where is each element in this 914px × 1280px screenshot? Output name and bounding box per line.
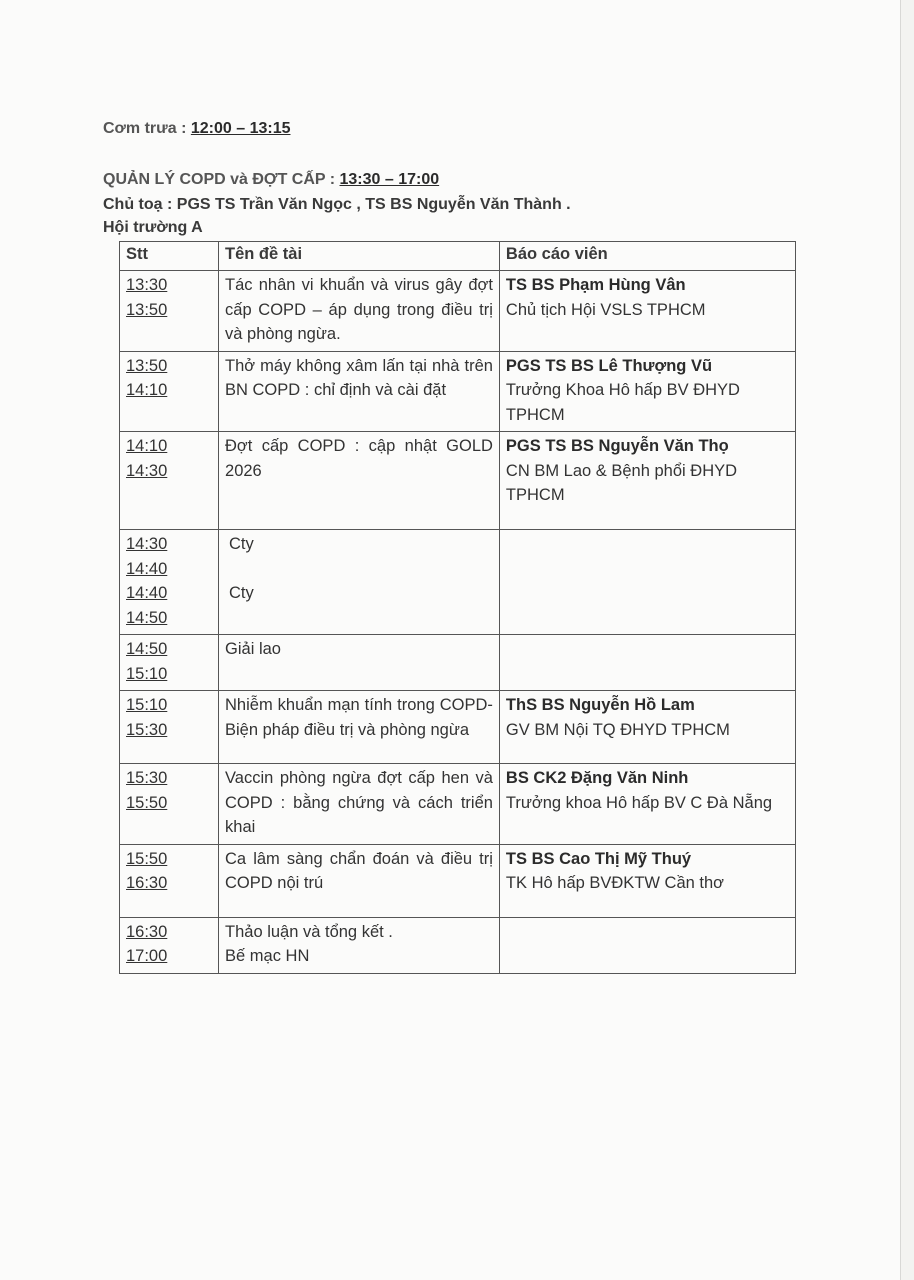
topic-cell: Nhiễm khuẩn mạn tính trong COPD- Biện pháp điều trị và phòng ngừa bbox=[219, 691, 500, 764]
topic-cell: Vaccin phòng ngừa đợt cấp hen và COPD : bằng chứng và cách triển khai bbox=[219, 764, 500, 845]
session-title bbox=[103, 171, 439, 189]
topic-cell: Thở máy không xâm lấn tại nhà trên BN COPD : chỉ định và cài đặt bbox=[219, 351, 500, 432]
header-speaker: Báo cáo viên bbox=[499, 242, 795, 271]
end-time: 16:30 bbox=[126, 874, 168, 892]
speaker-name: PGS TS BS Nguyễn Văn Thọ bbox=[505, 437, 729, 455]
speaker-cell bbox=[499, 432, 795, 530]
speaker-name: PGS TS BS Lê Thượng Vũ bbox=[505, 356, 713, 375]
table-row bbox=[120, 635, 796, 691]
sponsor-label: Cty bbox=[229, 584, 254, 602]
lunch-label: Cơm trưa : bbox=[103, 120, 191, 137]
table-row bbox=[120, 844, 796, 917]
end-time: 15:30 bbox=[126, 720, 168, 739]
hall-line: Hội trường A bbox=[103, 219, 203, 236]
speaker-role: CN BM Lao & Bệnh phổi ĐHYD TPHCM bbox=[505, 461, 738, 504]
start-time: 15:50 bbox=[126, 849, 168, 868]
closing-topic: Thảo luận và tổng kết . bbox=[225, 922, 393, 941]
table-row bbox=[120, 530, 796, 635]
speaker-cell bbox=[499, 530, 795, 635]
speaker-role: TK Hô hấp BVĐKTW Cần thơ bbox=[505, 874, 724, 892]
end-time: 13:50 bbox=[126, 300, 168, 319]
time-cell bbox=[120, 635, 219, 691]
chair-line: Chủ toạ : PGS TS Trần Văn Ngọc , TS BS Nguyễn Văn Thành . bbox=[103, 196, 571, 213]
time-cell bbox=[120, 530, 219, 635]
speaker-cell bbox=[499, 844, 795, 917]
start-time: 14:40 bbox=[126, 584, 168, 602]
session-time: 13:30 – 17:00 bbox=[339, 171, 440, 188]
time-cell bbox=[120, 691, 219, 764]
speaker-cell bbox=[499, 917, 795, 973]
lunch-time: 12:00 – 13:15 bbox=[190, 120, 291, 137]
speaker-role: Trưởng khoa Hô hấp BV C Đà Nẵng bbox=[505, 793, 773, 812]
sponsor-label: Cty bbox=[229, 535, 254, 553]
speaker-role: Trưởng Khoa Hô hấp BV ĐHYD TPHCM bbox=[505, 381, 740, 424]
speaker-cell bbox=[499, 635, 795, 691]
topic-cell bbox=[219, 530, 500, 635]
agenda-table bbox=[119, 241, 796, 974]
table-row bbox=[120, 691, 796, 764]
start-time: 13:30 bbox=[126, 276, 168, 294]
speaker-name: TS BS Phạm Hùng Vân bbox=[505, 276, 686, 294]
topic-cell: Tác nhân vi khuẩn và virus gây đợt cấp COPD – áp dụng trong điều trị và phòng ngừa. bbox=[219, 271, 500, 352]
time-cell bbox=[120, 764, 219, 845]
table-row bbox=[120, 764, 796, 845]
closing-ceremony: Bế mạc HN bbox=[225, 947, 310, 965]
speaker-name: TS BS Cao Thị Mỹ Thuý bbox=[505, 849, 692, 868]
topic-cell: Đợt cấp COPD : cập nhật GOLD 2026 bbox=[219, 432, 500, 530]
end-time: 15:50 bbox=[126, 793, 168, 812]
start-time: 16:30 bbox=[126, 922, 168, 941]
speaker-cell bbox=[499, 764, 795, 845]
lunch-line bbox=[103, 120, 291, 138]
table-row bbox=[120, 351, 796, 432]
table-row bbox=[120, 271, 796, 352]
time-cell bbox=[120, 844, 219, 917]
table-header-row bbox=[120, 242, 796, 271]
speaker-role: Chủ tịch Hội VSLS TPHCM bbox=[505, 300, 706, 319]
header-stt: Stt bbox=[120, 242, 219, 271]
end-time: 14:50 bbox=[126, 608, 168, 627]
speaker-cell bbox=[499, 351, 795, 432]
topic-cell bbox=[219, 917, 500, 973]
end-time: 17:00 bbox=[126, 947, 168, 965]
end-time: 14:10 bbox=[126, 381, 168, 399]
start-time: 15:10 bbox=[126, 696, 168, 714]
speaker-cell bbox=[499, 271, 795, 352]
speaker-role: GV BM Nội TQ ĐHYD TPHCM bbox=[505, 720, 730, 739]
header-topic: Tên đề tài bbox=[219, 242, 500, 271]
start-time: 14:50 bbox=[126, 640, 168, 658]
end-time: 14:40 bbox=[126, 559, 168, 578]
start-time: 14:30 bbox=[126, 535, 168, 553]
speaker-name: BS CK2 Đặng Văn Ninh bbox=[505, 769, 689, 787]
end-time: 15:10 bbox=[126, 664, 168, 683]
speaker-name: ThS BS Nguyễn Hồ Lam bbox=[505, 696, 695, 714]
session-label: QUẢN LÝ COPD và ĐỢT CẤP : bbox=[103, 171, 340, 188]
end-time: 14:30 bbox=[126, 461, 168, 480]
time-cell bbox=[120, 351, 219, 432]
start-time: 13:50 bbox=[126, 356, 168, 375]
table-row bbox=[120, 432, 796, 530]
speaker-cell bbox=[499, 691, 795, 764]
time-cell bbox=[120, 432, 219, 530]
time-cell bbox=[120, 917, 219, 973]
topic-cell: Ca lâm sàng chẩn đoán và điều trị COPD nội trú bbox=[219, 844, 500, 917]
time-cell bbox=[120, 271, 219, 352]
start-time: 15:30 bbox=[126, 769, 168, 787]
table-row bbox=[120, 917, 796, 973]
topic-cell: Giải lao bbox=[219, 635, 500, 691]
start-time: 14:10 bbox=[126, 437, 168, 455]
